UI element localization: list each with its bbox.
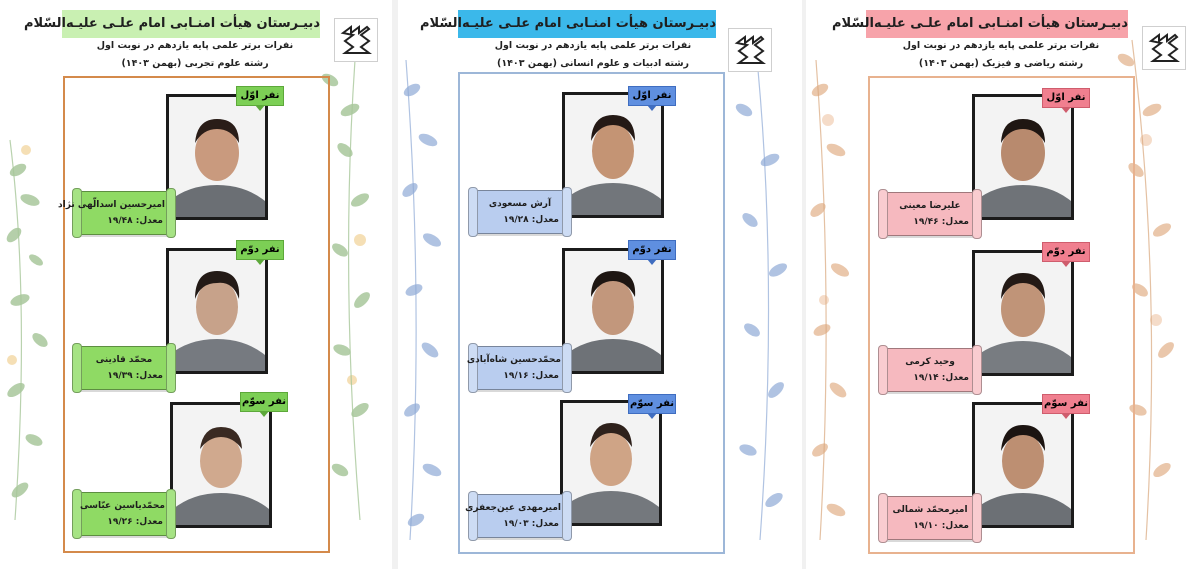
student-name: آرش مسعودی: [488, 199, 552, 209]
winner-card-3: [882, 496, 978, 540]
rank-badge-first: نفر اوّل: [1042, 88, 1090, 108]
winner-card-2: [882, 348, 978, 392]
student-photo-3: [972, 402, 1074, 528]
scroll-curl-icon: [468, 187, 478, 237]
scroll-curl-icon: [562, 491, 572, 541]
student-name: محمّدحسین شاه‌آبادی: [466, 355, 561, 365]
rank-badge-third: نفر سوّم: [240, 392, 288, 412]
student-average: معدل: ۱۹/۰۳: [503, 519, 559, 529]
student-name: وحید کرمی: [905, 357, 955, 367]
scroll-curl-icon: [878, 189, 888, 239]
winner-card-1: [882, 192, 978, 236]
rank-badge-second: نفر دوّم: [1042, 242, 1090, 262]
student-name: امیرمهدی عین‌جعفری: [465, 503, 561, 513]
student-name: امیرحسین اسدالّهی نژاد: [58, 200, 165, 210]
student-photo-3: [170, 402, 272, 528]
winner-card-3: [76, 492, 172, 536]
winner-card-2: [466, 346, 568, 390]
track-label: رشته ادبیات و علوم انسانی (بهمن ۱۴۰۳): [496, 58, 690, 69]
school-title-banner: دبیـرستان هیأت امنـابی امام علـی علیـه‌السّلام: [458, 10, 716, 38]
scroll-curl-icon: [878, 345, 888, 395]
scroll-curl-icon: [562, 343, 572, 393]
rank-badge-second: نفر دوّم: [628, 240, 676, 260]
student-average: معدل: ۱۹/۱۴: [913, 373, 969, 383]
scroll-curl-icon: [468, 343, 478, 393]
scroll-curl-icon: [72, 188, 82, 238]
student-average: معدل: ۱۹/۱۰: [913, 521, 969, 531]
school-logo: [334, 18, 378, 62]
scroll-curl-icon: [166, 489, 176, 539]
scroll-curl-icon: [72, 489, 82, 539]
poster-math-physics: [806, 0, 1200, 569]
scroll-curl-icon: [468, 491, 478, 541]
rank-badge-first: نفر اوّل: [236, 86, 284, 106]
school-title-banner: دبیـرستان هیأت امنـابی امام علـی علیـه‌السّلام: [866, 10, 1128, 38]
school-title-banner: دبیـرستان هیأت امنـابی امام علـی علیـه‌السّلام: [62, 10, 320, 38]
student-photo-2: [972, 250, 1074, 376]
student-photo-1: [166, 94, 268, 220]
student-average: معدل: ۱۹/۴۶: [913, 217, 969, 227]
poster-experimental-sciences: [0, 0, 392, 569]
school-logo: [1142, 26, 1186, 70]
student-average: معدل: ۱۹/۴۸: [107, 216, 163, 226]
rank-badge-second: نفر دوّم: [236, 240, 284, 260]
poster-humanities: [398, 0, 802, 569]
winner-card-2: [76, 346, 172, 390]
rank-badge-third: نفر سوّم: [1042, 394, 1090, 414]
student-average: معدل: ۱۹/۲۸: [503, 215, 559, 225]
student-average: معدل: ۱۹/۱۶: [503, 371, 559, 381]
school-logo: [728, 28, 772, 72]
scroll-curl-icon: [972, 493, 982, 543]
student-average: معدل: ۱۹/۳۹: [107, 371, 163, 381]
rank-badge-third: نفر سوّم: [628, 394, 676, 414]
student-name: محمّد قادینی: [95, 355, 153, 365]
winner-card-1: [472, 190, 568, 234]
scroll-curl-icon: [562, 187, 572, 237]
scroll-curl-icon: [166, 343, 176, 393]
winner-card-1: [58, 191, 172, 235]
track-label: رشته علوم تجربی (بهمن ۱۴۰۳): [121, 58, 269, 69]
rank-badge-first: نفر اوّل: [628, 86, 676, 106]
scroll-curl-icon: [972, 189, 982, 239]
track-label: رشته ریاضی و فیزیک (بهمن ۱۴۰۳): [918, 58, 1084, 69]
student-name: محمّدیاسین عبّاسی: [80, 501, 165, 511]
scroll-curl-icon: [72, 343, 82, 393]
subtitle: نفرات برتر علمی پایه یازدهم در نوبت اول: [96, 40, 294, 51]
scroll-curl-icon: [972, 345, 982, 395]
student-name: امیرمحمّد شمالی: [892, 505, 968, 515]
scroll-curl-icon: [878, 493, 888, 543]
student-photo-2: [562, 248, 664, 374]
subtitle: نفرات برتر علمی پایه یازدهم در نوبت اول: [494, 40, 692, 51]
student-average: معدل: ۱۹/۲۶: [107, 517, 163, 527]
student-photo-2: [166, 248, 268, 374]
student-name: علیرضا معینی: [899, 201, 961, 211]
winner-card-3: [465, 494, 568, 538]
subtitle: نفرات برتر علمی پایه یازدهم در نوبت اول: [902, 40, 1100, 51]
student-photo-1: [972, 94, 1074, 220]
scroll-curl-icon: [166, 188, 176, 238]
